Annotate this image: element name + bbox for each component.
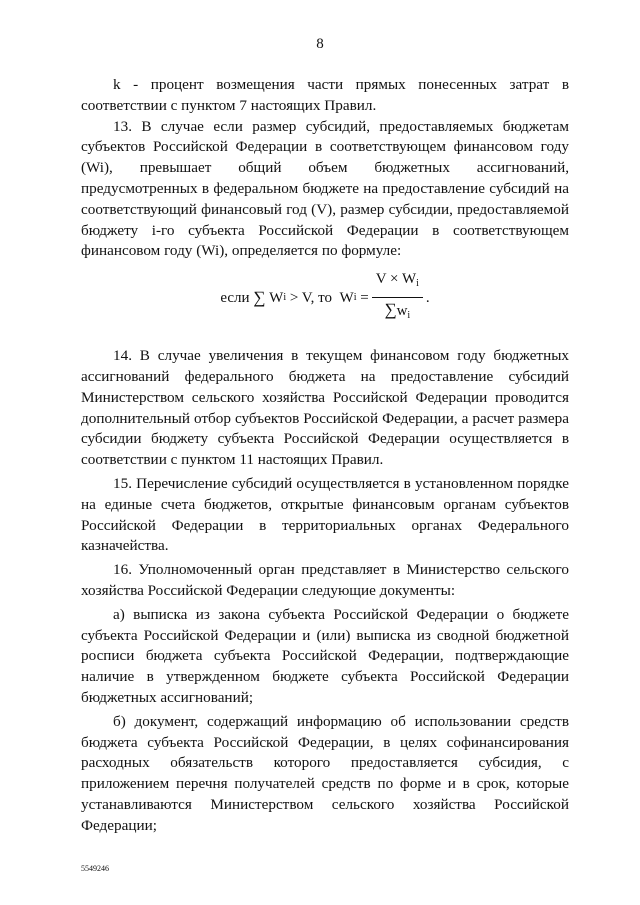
paragraph-16-a: а) выписка из закона субъекта Российской Федерации о бюджете субъекта Российской Федерации и (или) выписка из сводной бюджетной росписи бюджета субъекта Российской Федерации, подтверждающие наличие в утвержденном бюджете субъекта Российской Федерации бюджетных ассигнований;: [81, 605, 569, 706]
sum-symbol: ∑: [253, 287, 266, 307]
formula-if: если: [220, 289, 250, 306]
paragraph-13: 13. В случае если размер субсидий, предоставляемых бюджетам субъектов Российской Федерации в соответствующем финансовом году (Wi), превышает общий объем бюджетных ассигнований, предусмотренных в федеральном бюджете на предоставление субсидий на соответствующий финансовый год (V), размер субсидии, предоставляемой бюджету i-го субъекта Российской Федерации в соответствующем финансовом году (Wi), определяется по формуле:: [81, 117, 569, 260]
formula-fraction: [372, 269, 423, 327]
formula-w-lhs: W: [339, 289, 354, 306]
paragraph-16: 16. Уполномоченный орган представляет в Министерство сельского хозяйства Российской Федерации следующие документы:: [81, 561, 569, 599]
document-id: 5549246: [81, 864, 109, 873]
paragraph-16-b: б) документ, содержащий информацию об использовании средств бюджета субъекта Российской Федерации, в целях софинансирования расходных обязательств которого предоставляется субсидия, с приложением перечня получателей средств по форме и в срок, которые устанавливаются Министерством сельского хозяйства Российской Федерации;: [81, 712, 569, 834]
paragraph-15: 15. Перечисление субсидий осуществляется в установленном порядке на единые счета бюджетов, открытые финансовым органам субъектов Российской Федерации в территориальных органах Федерального казначейства.: [81, 474, 569, 555]
formula: если ∑ W i > V, то W i = $\frac{V \times W_i}{\sum w_i}$ .: [81, 270, 569, 326]
page-number: 8: [316, 36, 324, 52]
fraction-denominator: $\sum w_i$: [384, 300, 411, 322]
fraction-numerator: $V \times W_i$: [372, 269, 423, 298]
paragraph-k-definition: k - процент возмещения части прямых понесенных затрат в соответствии с пунктом 7 настоящих Правил.: [81, 76, 569, 114]
formula-equals: =: [360, 289, 369, 306]
formula-w: W: [269, 289, 284, 306]
formula-condition: > V, то: [289, 289, 333, 306]
document-body: [81, 75, 569, 837]
paragraph-14: 14. В случае увеличения в текущем финансовом году бюджетных ассигнований федерального бюджета на предоставление субсидий Министерством сельского хозяйства Российской Федерации проводится дополнительный отбор субъектов Российской Федерации, а расчет размера субсидии бюджету субъекта Российской Федерации осуществляется в соответствии с пунктом 11 настоящих Правил.: [81, 347, 569, 469]
formula-sub-i: i: [283, 291, 287, 303]
formula-period: .: [425, 289, 430, 306]
